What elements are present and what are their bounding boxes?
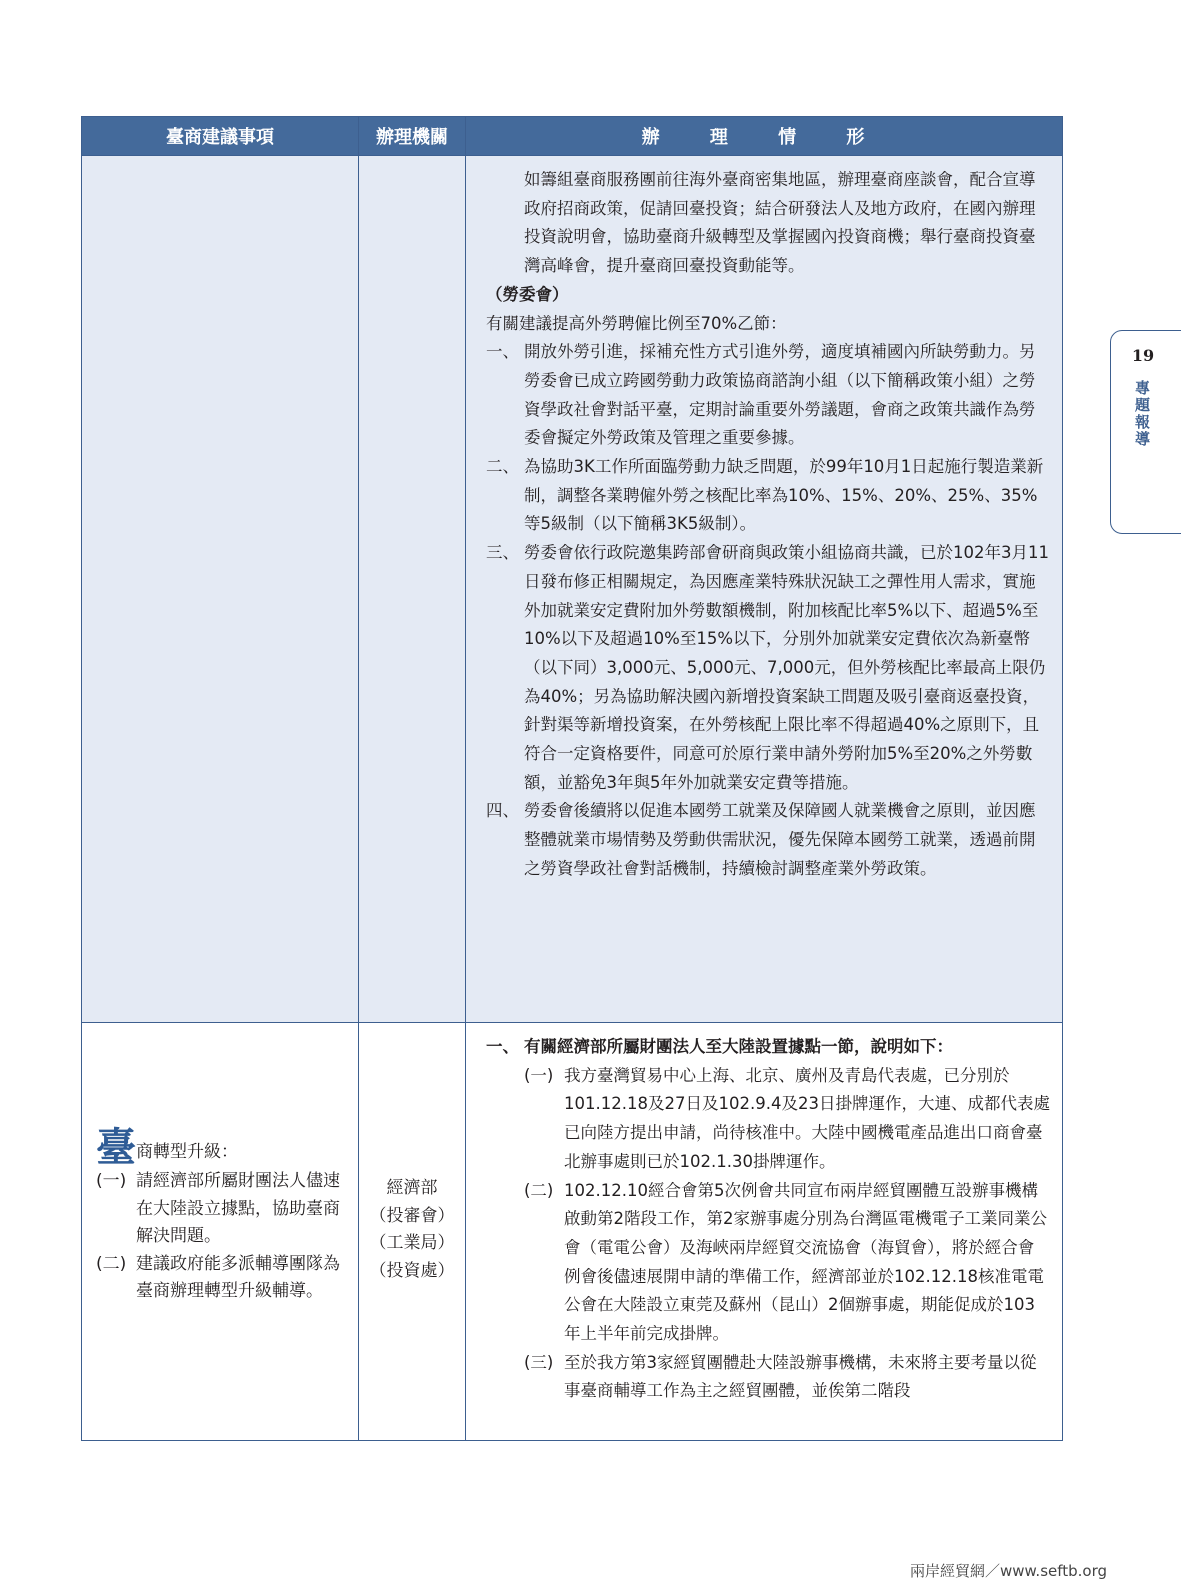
item-text: 我方臺灣貿易中心上海、北京、廣州及青島代表處，已分別於101.12.18及27日及102.9.4及23日掛牌運作，大連、成都代表處已向陸方提出申請，尚待核准中。大陸中國機電產品進出口商會臺北辦事處則已於102.1.30掛牌運作。 bbox=[564, 1065, 1050, 1171]
footer-site: 兩岸經貿網／www.seftb.org bbox=[910, 1562, 1108, 1580]
item-text: 102.12.10經合會第5次例會共同宣布兩岸經貿團體互設辦事機構啟動第2階段工作，第2家辦事處分別為台灣區電機電子工業同業公會（電電公會）及海峽兩岸經貿交流協會（海貿會），將於經合會例會後儘速展開申請的準備工作，經濟部並於102.12.18核准電電公會在大陸設立東莞及蘇州（昆山）2個辦事處，期能促成於103年上半年前完成掛牌。 bbox=[564, 1180, 1047, 1344]
item-label: 四、 bbox=[486, 801, 519, 821]
item-text: 勞委會後續將以促進本國勞工就業及保障國人就業機會之原則，並因應整體就業市場情勢及勞動供需狀況，優先保障本國勞工就業，透過前開之勞資學政社會對話機制，持續檢討調整產業外勞政策。 bbox=[524, 801, 1036, 878]
item-text: 為協助3K工作所面臨勞動力缺乏問題，於99年10月1日起施行製造業新制，調整各業聘僱外勞之核配比率為10%、15%、20%、25%、35%等5級制（以下簡稱3K5級制）。 bbox=[524, 457, 1044, 534]
row2-status-cell bbox=[466, 1023, 1063, 1441]
item-text: 勞委會依行政院邀集跨部會研商與政策小組協商共識，已於102年3月11日發布修正相關規定，為因應產業特殊狀況缺工之彈性用人需求，實施外加就業安定費附加外勞數額機制，附加核配比率5%以下、超過5%至10%以下及超過10%至15%以下，分別外加就業安定費依次為新臺幣（以下同）3,000元、5,000元、7,000元，但外勞核配比率最高上限仍為40%；另為協助解決國內新增投資案缺工問題及吸引臺商返臺投資，針對渠等新增投資案，在外勞核配上限比率不得超過40%之原則下，且符合一定資格要件，同意可於原行業申請外勞附加5%至20%之外勞數額，並豁免3年與5年外加就業安定費等措施。 bbox=[524, 543, 1049, 792]
row2-agency-cell bbox=[359, 1023, 466, 1441]
agency-heading: （勞委會） bbox=[486, 284, 569, 304]
header-status: 辦 理 情 形 bbox=[466, 117, 1063, 156]
list-item bbox=[486, 539, 1050, 797]
section-title: 專題報導 bbox=[1135, 379, 1151, 448]
list-item bbox=[96, 1168, 348, 1251]
main-table bbox=[81, 116, 1063, 1441]
page-number: 19 bbox=[1131, 346, 1155, 365]
item-label: 三、 bbox=[486, 543, 519, 563]
row1-status-cell bbox=[466, 156, 1063, 1023]
item-label: (一) bbox=[96, 1171, 127, 1191]
item-label: 一、 bbox=[486, 342, 519, 362]
agency-line: 經濟部 bbox=[386, 1178, 438, 1198]
list-item bbox=[486, 453, 1050, 539]
item-text: 開放外勞引進，採補充性方式引進外勞，適度填補國內所缺勞動力。另勞委會已成立跨國勞動力政策協商諮詢小組（以下簡稱政策小組）之勞資學政社會對話平臺，定期討論重要外勞議題，會商之政策共識作為勞委會擬定外勞政策及管理之重要參據。 bbox=[524, 342, 1036, 448]
item-label: (一) bbox=[524, 1065, 554, 1085]
item-text: 建議政府能多派輔導團隊為臺商辦理轉型升級輔導。 bbox=[136, 1253, 340, 1301]
list-item bbox=[486, 1177, 1050, 1349]
item-label: 二、 bbox=[486, 457, 519, 477]
big-initial: 臺 bbox=[96, 1125, 136, 1171]
row2-proposal-cell bbox=[82, 1023, 359, 1441]
list-item bbox=[486, 1062, 1050, 1177]
row1-agency-cell bbox=[359, 156, 466, 1023]
list-item bbox=[486, 338, 1050, 453]
item-label: (二) bbox=[96, 1253, 127, 1274]
agency-line: （工業局） bbox=[369, 1233, 455, 1253]
agency-line: （投審會） bbox=[369, 1205, 455, 1226]
intro-paragraph: 如籌組臺商服務團前往海外臺商密集地區，辦理臺商座談會，配合宣導政府招商政策，促請回臺投資；結合研發法人及地方政府，在國內辦理投資說明會，協助臺商升級轉型及掌握國內投資商機；舉行臺商投資臺灣高峰會，提升臺商回臺投資動能等。 bbox=[524, 170, 1036, 276]
title-rest: 商轉型升級： bbox=[136, 1142, 238, 1162]
item-label: (二) bbox=[524, 1180, 554, 1200]
header-agency: 辦理機關 bbox=[359, 117, 466, 156]
list-item bbox=[486, 797, 1050, 883]
table-row bbox=[82, 156, 1063, 1023]
agency-line: （投資處） bbox=[369, 1260, 455, 1281]
heading-text: 有關經濟部所屬財團法人至大陸設置據點一節，說明如下： bbox=[524, 1037, 953, 1056]
header-row bbox=[82, 117, 1063, 156]
section-heading bbox=[486, 1033, 1050, 1062]
item-text: 請經濟部所屬財團法人儘速在大陸設立據點，協助臺商解決問題。 bbox=[136, 1171, 340, 1246]
proposal-title bbox=[96, 1125, 348, 1171]
item-text: 至於我方第3家經貿團體赴大陸設辦事機構，未來將主要考量以從事臺商輔導工作為主之經貿團體，並俟第二階段 bbox=[564, 1352, 1037, 1401]
item-label: (三) bbox=[524, 1352, 554, 1372]
row1-proposal-cell bbox=[82, 156, 359, 1023]
lead-paragraph: 有關建議提高外勞聘僱比例至70%乙節： bbox=[486, 313, 787, 333]
heading-label: 一、 bbox=[486, 1037, 519, 1056]
table-row bbox=[82, 1023, 1063, 1441]
header-proposal: 臺商建議事項 bbox=[82, 117, 359, 156]
list-item bbox=[486, 1349, 1050, 1406]
list-item bbox=[96, 1251, 348, 1306]
